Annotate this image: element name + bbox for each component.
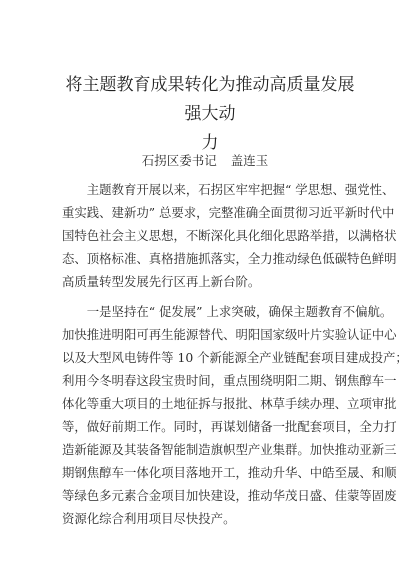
text-line: 等，做好前期工作。同时，再谋划储备一批配套项目，全力打 [62, 419, 397, 434]
text-line: 一是坚持在“ 促发展” 上求突破，确保主题教育不偏航。 [62, 304, 393, 319]
author-role: 石拐区委书记 [141, 153, 217, 168]
text-line: 主题教育开展以来，石拐区牢牢把握“ 学思想、强党性、 [62, 182, 395, 197]
author-name: 盖连玉 [230, 153, 269, 168]
title-line: 力 [201, 133, 219, 153]
text-line: 等绿色多元素合金项目加快建设，推动华茂日盛、佳蒙等固废 [62, 488, 397, 503]
text-line: 利用今冬明春这段宝贵时间，重点围绕明阳二期、钢焦醇车一 [62, 373, 397, 388]
article-title [62, 71, 358, 158]
title-line: 将主题教育成果转化为推动高质量发展强大动 [65, 75, 355, 124]
text-line: 造新能源及其装备智能制造旗帜型产业集群。加快推动亚新三 [62, 442, 397, 457]
text-line: 加快推进明阳可再生能源替代、明阳国家级叶片实验认证中心 [62, 327, 397, 342]
text-line: 以及大型风电铸件等 10 个新能源全产业链配套项目建成投产； [62, 350, 408, 365]
text-line: 国特色社会主义思想，不断深化具化细化思路举措，以满格状 [62, 228, 397, 243]
text-line: 高质量转型发展先行区再上新台阶。 [62, 274, 261, 289]
text-line: 资源化综合利用项目尽快投产。 [62, 511, 236, 526]
paragraph-2 [62, 300, 408, 530]
author-byline [0, 152, 410, 170]
text-line: 体化等重大项目的土地征拆与报批、林草手续办理、立项审批 [62, 396, 397, 411]
paragraph-1 [62, 178, 397, 293]
text-line: 期钢焦醇车一体化项目落地开工，推动升华、中皓至晟、和顺 [62, 465, 397, 480]
text-line: 态、顶格标准、真格措施抓落实，全力推动绿色低碳特色鲜明 [62, 251, 397, 266]
text-line: 重实践、建新功” 总要求，完整准确全面贯彻习近平新时代中 [62, 205, 395, 220]
